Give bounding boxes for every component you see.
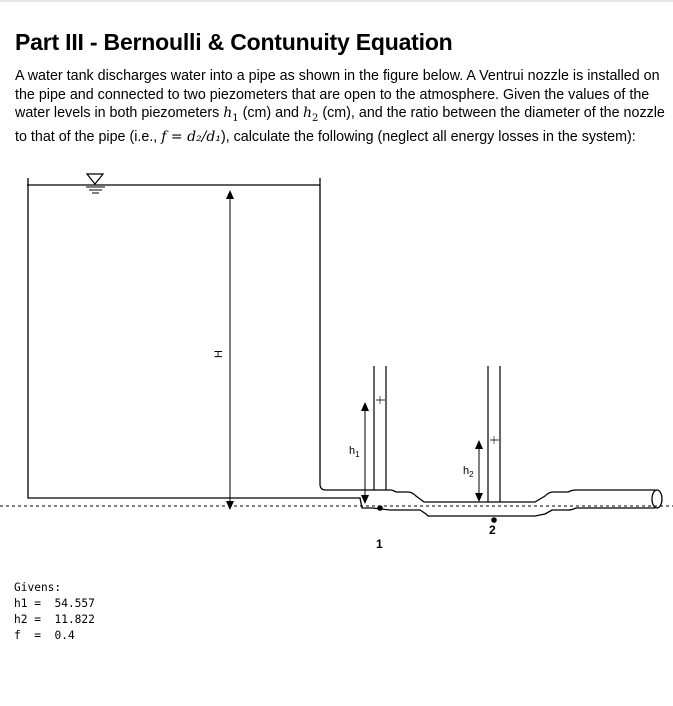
h1-arrow xyxy=(361,402,369,504)
label-h1: $h_1$ xyxy=(349,445,360,459)
problem-statement xyxy=(15,67,670,147)
free-surface-icon xyxy=(86,174,105,193)
intro-text-2: (cm) and xyxy=(238,105,303,121)
label-section-1: 1 xyxy=(376,537,383,551)
tank-pipe-diagram xyxy=(0,168,673,568)
pipe-top-outline xyxy=(362,490,655,502)
h1-symbol: $h_1$ xyxy=(223,105,239,124)
ratio-formula: f = d₂/d₁ xyxy=(161,129,221,146)
section-1-marker xyxy=(377,505,383,511)
given-row-f: f = 0.4 xyxy=(14,629,75,642)
tank-wall-right xyxy=(320,178,362,490)
givens-block xyxy=(14,580,95,644)
given-row-h2: h2 = 11.822 xyxy=(14,613,95,626)
label-h2: $h_2$ xyxy=(463,465,474,479)
label-H: H xyxy=(213,350,225,358)
intro-text-1: A water tank discharges water into a pipe as shown in the figure below. A Ventrui nozzle is installed on the pipe and connected to two piezometers that are open to the atmosphere. Given the values of the water levels in both piezometers xyxy=(15,68,660,121)
given-row-h1: h1 = 54.557 xyxy=(14,597,95,610)
height-H-arrow xyxy=(226,190,234,510)
pipe-end-cap xyxy=(652,490,662,508)
intro-text-4: ), calculate the following (neglect all energy losses in the system): xyxy=(220,129,636,146)
tank-wall-left xyxy=(28,178,240,498)
givens-heading: Givens: xyxy=(14,581,62,594)
section-2-marker xyxy=(491,517,497,523)
label-section-2: 2 xyxy=(489,523,496,537)
pipe-bottom-outline xyxy=(240,498,655,516)
h2-arrow xyxy=(475,440,483,502)
intro-text-3: (cm), and the ratio between the diameter of the nozzle to that of the pipe (i.e., xyxy=(15,105,665,146)
piezometer-2 xyxy=(488,366,500,502)
piezometer-1 xyxy=(374,366,386,490)
top-divider xyxy=(0,0,673,2)
page-title: Part III - Bernoulli & Contunuity Equation xyxy=(15,29,453,55)
h2-symbol: $h_2$ xyxy=(302,105,319,124)
